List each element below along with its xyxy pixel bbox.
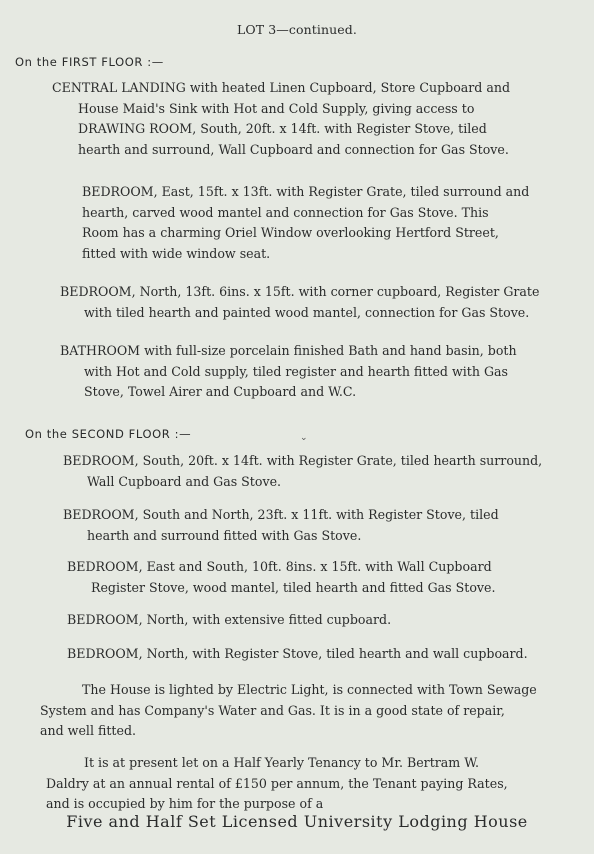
text-line: BATHROOM with full-size porcelain finished Bath and hand basin, both [60, 343, 517, 358]
text-line: BEDROOM, South, 20ft. x 14ft. with Register Grate, tiled hearth surround, [63, 453, 543, 468]
first-floor-heading: On the FIRST FLOOR :— [15, 55, 164, 69]
text-line: The House is lighted by Electric Light, is connected with Town Sewage [82, 682, 537, 697]
text-line: BEDROOM, East and South, 10ft. 8ins. x 15ft. with Wall Cupboard [67, 559, 492, 574]
text-line: Register Stove, wood mantel, tiled hearth and fitted Gas Stove. [91, 579, 496, 595]
bedroom-north-paragraph [60, 282, 539, 323]
text-line: BEDROOM, North, 13ft. 6ins. x 15ft. with corner cupboard, Register Grate [60, 284, 540, 299]
text-line: House Maid's Sink with Hot and Cold Supply, giving access to [78, 100, 475, 116]
ink-mark: ⌄ [300, 433, 308, 443]
text-line: with tiled hearth and painted wood mantel, connection for Gas Stove. [84, 304, 530, 320]
bedroom-south-paragraph [63, 451, 542, 492]
bathroom-paragraph [60, 341, 517, 403]
bedroom-north-cupboard-paragraph [67, 610, 391, 631]
text-line: hearth, carved wood mantel and connection for Gas Stove. This [82, 204, 489, 220]
text-line: Room has a charming Oriel Window overlooking Hertford Street, [82, 225, 499, 240]
lot-header: LOT 3—continued. [237, 22, 357, 37]
text-line: and well fitted. [40, 723, 137, 738]
text-line: fitted with wide window seat. [82, 245, 271, 261]
text-line: System and has Company's Water and Gas. It is in a good state of repair, [40, 702, 505, 718]
text-line: BEDROOM, North, with extensive fitted cupboard. [67, 612, 392, 627]
bedroom-south-north-paragraph [63, 505, 499, 546]
tenancy-paragraph [46, 753, 508, 815]
second-floor-heading: On the SECOND FLOOR :— [25, 427, 192, 441]
text-line: CENTRAL LANDING with heated Linen Cupboard, Store Cupboard and [52, 80, 511, 95]
text-line: BEDROOM, South and North, 23ft. x 11ft. with Register Stove, tiled [63, 507, 499, 522]
bedroom-north-stove-paragraph [67, 644, 528, 665]
text-line: with Hot and Cold supply, tiled register and hearth fitted with Gas [84, 363, 508, 379]
text-line: Stove, Towel Airer and Cupboard and W.C. [84, 384, 357, 399]
services-paragraph [40, 680, 537, 742]
bedroom-east-paragraph [82, 182, 529, 264]
text-line: and is occupied by him for the purpose of a [46, 796, 324, 811]
closing-heading: Five and Half Set Licensed University Lodging House [66, 812, 528, 831]
text-line: hearth and surround, Wall Cupboard and connection for Gas Stove. [78, 141, 509, 157]
bedroom-east-south-paragraph [67, 557, 496, 598]
text-line: DRAWING ROOM, South, 20ft. x 14ft. with Register Stove, tiled [78, 121, 487, 136]
central-landing-paragraph [52, 78, 510, 160]
text-line: It is at present let on a Half Yearly Tenancy to Mr. Bertram W. [84, 755, 479, 770]
text-line: BEDROOM, North, with Register Stove, tiled hearth and wall cupboard. [67, 646, 528, 661]
text-line: Wall Cupboard and Gas Stove. [87, 473, 282, 489]
text-line: BEDROOM, East, 15ft. x 13ft. with Register Grate, tiled surround and [82, 184, 530, 199]
text-line: hearth and surround fitted with Gas Stove. [87, 527, 362, 543]
text-line: Daldry at an annual rental of £150 per annum, the Tenant paying Rates, [46, 775, 508, 791]
